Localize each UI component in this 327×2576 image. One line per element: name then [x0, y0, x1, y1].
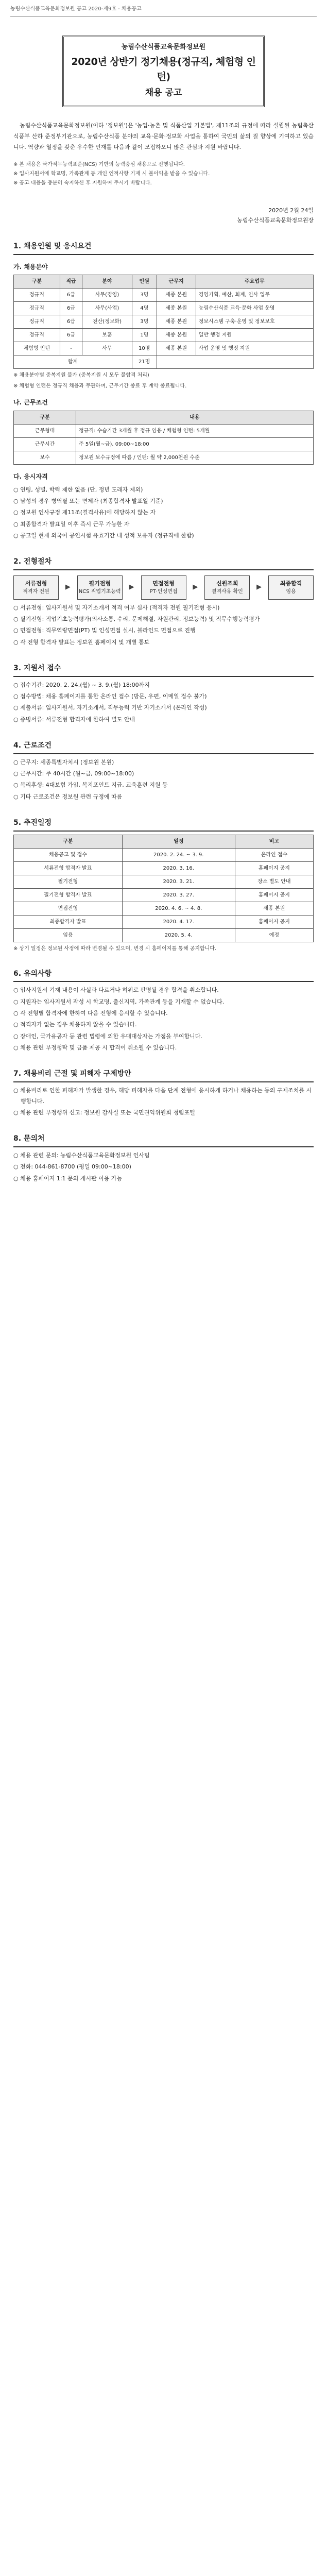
list-item: ○ 정보원 인사규정 제11조(결격사유)에 해당하지 않는 자 — [13, 509, 156, 516]
table-row — [14, 928, 314, 942]
section-heading: 8. 문의처 — [13, 1133, 314, 1147]
table-cell: 정규직 — [14, 315, 60, 329]
table-row — [14, 915, 314, 928]
table-row — [14, 302, 314, 315]
table-header: 구분 — [14, 411, 76, 425]
title-line2: 채용 공고 — [145, 87, 182, 98]
list-item: ○ 각 전형별 합격자에 한하여 다음 전형에 응시할 수 있습니다. — [13, 1010, 168, 1017]
table-cell: 6급 — [60, 302, 82, 315]
table-cell: 전산(정보화) — [82, 315, 132, 329]
flow-step — [13, 575, 59, 600]
table-cell-empty — [157, 355, 313, 369]
table-cell: 정보시스템 구축·운영 및 정보보호 — [196, 315, 313, 329]
table-total-label: 합계 — [14, 355, 132, 369]
table-cell: 2020. 4. 17. — [122, 915, 235, 928]
flow-step — [268, 575, 314, 600]
section-heading: 7. 채용비리 근절 및 피해자 구제방안 — [13, 1069, 314, 1082]
list-item: ○ 면접전형: 직무역량면접(PT) 및 인성면접 실시, 블라인드 면접으로 진행 — [13, 627, 196, 634]
table-cell: 2020. 3. 21. — [122, 875, 235, 888]
table-cell: 세종 본원 — [157, 329, 196, 342]
table-header: 내용 — [76, 411, 314, 425]
list-item: ○ 복리후생: 4대보험 가입, 복지포인트 지급, 교육훈련 지원 등 — [13, 782, 168, 789]
subsection-heading: 가. 채용분야 — [13, 263, 48, 270]
flow-step-title: 신원조회 — [216, 580, 238, 587]
flow-step-desc: 임용 — [286, 589, 296, 595]
flow-step-desc: 결격사유 확인 — [211, 589, 243, 595]
section-heading: 6. 유의사항 — [13, 969, 314, 982]
flow-step-desc: PT·인성면접 — [149, 589, 178, 595]
flow-step-desc: NCS 직업기초능력 — [78, 589, 121, 595]
table-cell: 농림수산식품 교육·문화 사업 운영 — [196, 302, 313, 315]
table-cell: 2020. 3. 27. — [122, 888, 235, 902]
labor-list — [13, 757, 314, 802]
list-item: ○ 최종합격자 발표일 이후 즉시 근무 가능한 자 — [13, 520, 130, 528]
table-cell: 최종합격자 발표 — [14, 915, 123, 928]
list-item: ○ 근무시간: 주 40시간 (월~금, 09:00~18:00) — [13, 770, 134, 777]
table-cell: 보훈 — [82, 329, 132, 342]
table-cell: 2020. 4. 6. ~ 4. 8. — [122, 902, 235, 915]
table-cell: 홈페이지 공지 — [235, 915, 313, 928]
title-org: 농림수산식품교육문화정보원 — [121, 43, 206, 51]
intro-note: ※ 공고 내용을 충분히 숙지하신 후 지원하여 주시기 바랍니다. — [13, 180, 152, 186]
table-cell: 2020. 5. 4. — [122, 928, 235, 942]
table-header-row — [14, 275, 314, 289]
arrow-right-icon: ▶ — [65, 583, 71, 591]
list-item: ○ 연령, 성별, 학력 제한 없음 (단, 정년 도래자 제외) — [13, 486, 143, 493]
table-cell: 면접전형 — [14, 902, 123, 915]
flow-step-title: 필기전형 — [89, 580, 111, 587]
table-cell: 근무시간 — [14, 438, 76, 451]
list-item: ○ 각 전형 합격자 발표는 정보원 홈페이지 및 개별 통보 — [13, 638, 150, 646]
list-item: ○ 채용 관련 부정청탁 및 금품 제공 시 합격이 취소될 수 있습니다. — [13, 1044, 177, 1052]
list-item: ○ 채용비리로 인한 피해자가 발생한 경우, 해당 피해자를 다음 단계 전형에 응시하게 하거나 채용하는 등의 구제조치를 시행합니다. — [13, 1087, 312, 1105]
hiring-table — [13, 275, 314, 369]
table-note: ※ 체험형 인턴은 정규직 채용과 무관하며, 근무기간 종료 후 계약 종료됩니다. — [13, 383, 187, 389]
application-list — [13, 680, 314, 725]
table-cell: 일반 행정 지원 — [196, 329, 313, 342]
table-cell: 정규직 — [14, 329, 60, 342]
table-row — [14, 329, 314, 342]
work-table — [13, 411, 314, 465]
flow-step-desc: 적격자 전원 — [23, 589, 49, 595]
list-item: ○ 기타 근로조건은 정보원 관련 규정에 따름 — [13, 793, 123, 800]
table-cell: 3명 — [132, 315, 157, 329]
table-header: 직급 — [60, 275, 82, 289]
table-header: 근무지 — [157, 275, 196, 289]
table-total-row — [14, 355, 314, 369]
table-cell: 사무(사업) — [82, 302, 132, 315]
table-cell: - — [60, 342, 82, 355]
list-item: ○ 지원자는 입사지원서 작성 시 학교명, 출신지역, 가족관계 등을 기재할 수 없습니다. — [13, 998, 225, 1005]
table-cell: 세종 본원 — [157, 302, 196, 315]
list-item: ○ 근무지: 세종특별자치시 (정보원 본원) — [13, 758, 114, 766]
flow-step — [141, 575, 186, 600]
table-cell: 사무(경영) — [82, 289, 132, 302]
section-heading: 4. 근로조건 — [13, 740, 314, 754]
table-cell: 6급 — [60, 329, 82, 342]
section-heading: 3. 지원서 접수 — [13, 663, 314, 677]
list-item: ○ 접수기간: 2020. 2. 24.(월) ~ 3. 9.(월) 18:00까지 — [13, 681, 150, 688]
table-header: 인원 — [132, 275, 157, 289]
table-cell: 정규직 — [14, 302, 60, 315]
table-row — [14, 861, 314, 875]
section-heading: 2. 전형절차 — [13, 556, 314, 570]
table-cell: 경영기획, 예산, 회계, 인사 업무 — [196, 289, 313, 302]
table-cell: 근무형태 — [14, 425, 76, 438]
schedule-table — [13, 835, 314, 942]
arrow-right-icon: ▶ — [193, 583, 198, 591]
table-cell: 서류전형 합격자 발표 — [14, 861, 123, 875]
table-cell: 온라인 접수 — [235, 848, 313, 861]
subsection-heading: 나. 근무조건 — [13, 399, 48, 406]
table-header-row — [14, 835, 314, 848]
intro-notes — [13, 160, 314, 188]
contact-list — [13, 1150, 314, 1184]
table-cell: 예정 — [235, 928, 313, 942]
table-row — [14, 315, 314, 329]
table-row — [14, 451, 314, 465]
table-cell: 2020. 2. 24. ~ 3. 9. — [122, 848, 235, 861]
arrow-right-icon: ▶ — [129, 583, 134, 591]
arrow-right-icon: ▶ — [256, 583, 262, 591]
list-item: ○ 남성의 경우 병역필 또는 면제자 (최종합격자 발표일 기준) — [13, 497, 163, 504]
flow-step-title: 서류전형 — [25, 580, 47, 587]
table-cell: 세종 본원 — [235, 902, 313, 915]
table-header: 일정 — [122, 835, 235, 848]
table-row — [14, 902, 314, 915]
table-cell: 정보원 보수규정에 따름 / 인턴: 월 약 2,000천원 수준 — [76, 451, 314, 465]
table-row — [14, 289, 314, 302]
table-header-row — [14, 411, 314, 425]
table-cell: 3명 — [132, 289, 157, 302]
list-item: ○ 채용 관련 문의: 농림수산식품교육문화정보원 인사팀 — [13, 1151, 150, 1159]
intro-paragraph: 농림수산식품교육문화정보원(이하 '정보원')은 '농업·농촌 및 식품산업 기본법', 제11조의 규정에 따라 설립된 농림축산식품부 산하 준정부기관으로, 농림수산식품 분야의 교육·문화·정보화 사업을 통하여 국민의 삶의 질 향상에 기여하고 있습니다. 역량과 열정을 갖춘 우수한 인재를 다음과 같이 모집하오니 많은 관심과 지원 바랍니다. — [13, 122, 314, 150]
table-cell: 홈페이지 공지 — [235, 861, 313, 875]
table-cell: 세종 본원 — [157, 289, 196, 302]
title-line1: 2020년 상반기 정기채용(정규직, 체험형 인턴) — [71, 56, 256, 83]
section-heading: 1. 채용인원 및 응시요건 — [13, 241, 314, 255]
table-header: 비고 — [235, 835, 313, 848]
announce-issuer: 농림수산식품교육문화정보원장 — [237, 217, 314, 224]
table-header: 주요업무 — [196, 275, 313, 289]
flow-step-title: 면접전형 — [152, 580, 175, 587]
intro-note: ※ 본 채용은 국가직무능력표준(NCS) 기반의 능력중심 채용으로 진행됩니다. — [13, 161, 185, 167]
intro-note: ※ 입사지원서에 학교명, 가족관계 등 개인 인적사항 기재 시 불이익을 받을 수 있습니다. — [13, 171, 210, 177]
list-item: ○ 제출서류: 입사지원서, 자기소개서, 직무능력 기반 자기소개서 (온라인 작성) — [13, 704, 207, 711]
list-item: ○ 채용 홈페이지 1:1 문의 게시판 이용 가능 — [13, 1175, 123, 1182]
remedy-list — [13, 1086, 314, 1118]
list-item: ○ 접수방법: 채용 홈페이지를 통한 온라인 접수 (방문, 우편, 이메일 접수 불가) — [13, 692, 207, 700]
running-header: 농림수산식품교육문화정보원 공고 2020-제9호 - 채용공고 — [10, 0, 317, 17]
table-row — [14, 438, 314, 451]
flow-step — [204, 575, 250, 600]
table-total-value: 21명 — [132, 355, 157, 369]
list-item: ○ 장애인, 국가유공자 등 관련 법령에 의한 우대대상자는 가점을 부여합니다. — [13, 1032, 202, 1040]
table-cell: 6급 — [60, 289, 82, 302]
table-cell: 장소 별도 안내 — [235, 875, 313, 888]
table-cell: 세종 본원 — [157, 342, 196, 355]
caution-list — [13, 985, 314, 1053]
table-cell: 4명 — [132, 302, 157, 315]
section-heading: 5. 추진일정 — [13, 818, 314, 832]
table-row — [14, 342, 314, 355]
flow-notes — [13, 603, 314, 648]
subsection-heading: 다. 응시자격 — [13, 473, 48, 480]
table-cell: 주 5일(월~금), 09:00~18:00 — [76, 438, 314, 451]
table-row — [14, 875, 314, 888]
table-cell: 보수 — [14, 451, 76, 465]
list-item: ○ 공고일 현재 외국어 공인시험 유효기간 내 성적 보유자 (정규직에 한함) — [13, 532, 194, 539]
table-cell: 정규직 — [14, 289, 60, 302]
table-cell: 사업 운영 및 행정 지원 — [196, 342, 313, 355]
table-cell: 10명 — [132, 342, 157, 355]
flow-step — [77, 575, 123, 600]
list-item: ○ 입사지원서 기재 내용이 사실과 다르거나 허위로 판명될 경우 합격을 취소합니다. — [13, 987, 219, 994]
table-row — [14, 425, 314, 438]
list-item: ○ 전화: 044-861-8700 (평일 09:00~18:00) — [13, 1163, 131, 1171]
list-item: ○ 서류전형: 입사지원서 및 자기소개서 적격 여부 심사 (적격자 전원 필기전형 응시) — [13, 604, 220, 611]
table-cell: 2020. 3. 16. — [122, 861, 235, 875]
table-cell: 사무 — [82, 342, 132, 355]
table-cell: 1명 — [132, 329, 157, 342]
table-note: ※ 상기 일정은 정보원 사정에 따라 변경될 수 있으며, 변경 시 홈페이지를 통해 공지합니다. — [13, 945, 217, 952]
table-cell: 필기전형 합격자 발표 — [14, 888, 123, 902]
table-row — [14, 888, 314, 902]
list-item: ○ 증빙서류: 서류전형 합격자에 한하여 별도 안내 — [13, 716, 135, 723]
flow-step-title: 최종합격 — [280, 580, 302, 587]
announce-date: 2020년 2월 24일 — [268, 207, 314, 214]
table-cell: 임용 — [14, 928, 123, 942]
table-cell: 홈페이지 공지 — [235, 888, 313, 902]
table-cell: 정규직: 수습기간 3개월 후 정규 임용 / 체험형 인턴: 5개월 — [76, 425, 314, 438]
table-cell: 채용공고 및 접수 — [14, 848, 123, 861]
table-cell: 세종 본원 — [157, 315, 196, 329]
qualification-list — [13, 485, 314, 541]
table-cell: 6급 — [60, 315, 82, 329]
table-row — [14, 848, 314, 861]
table-header: 구분 — [14, 835, 123, 848]
table-note: ※ 채용분야별 중복지원 불가 (중복지원 시 모두 불합격 처리) — [13, 372, 149, 379]
table-cell: 체험형 인턴 — [14, 342, 60, 355]
list-item: ○ 적격자가 없는 경우 채용하지 않을 수 있습니다. — [13, 1021, 137, 1028]
table-cell: 필기전형 — [14, 875, 123, 888]
list-item: ○ 필기전형: 직업기초능력평가(의사소통, 수리, 문제해결, 자원관리, 정보능력) 및 직무수행능력평가 — [13, 615, 260, 622]
process-flow — [13, 575, 314, 600]
title-box — [62, 36, 265, 107]
table-header: 구분 — [14, 275, 60, 289]
list-item: ○ 채용 관련 부정행위 신고: 정보원 감사실 또는 국민권익위원회 청렴포털 — [13, 1109, 195, 1116]
date-block — [13, 206, 314, 226]
table-header: 분야 — [82, 275, 132, 289]
